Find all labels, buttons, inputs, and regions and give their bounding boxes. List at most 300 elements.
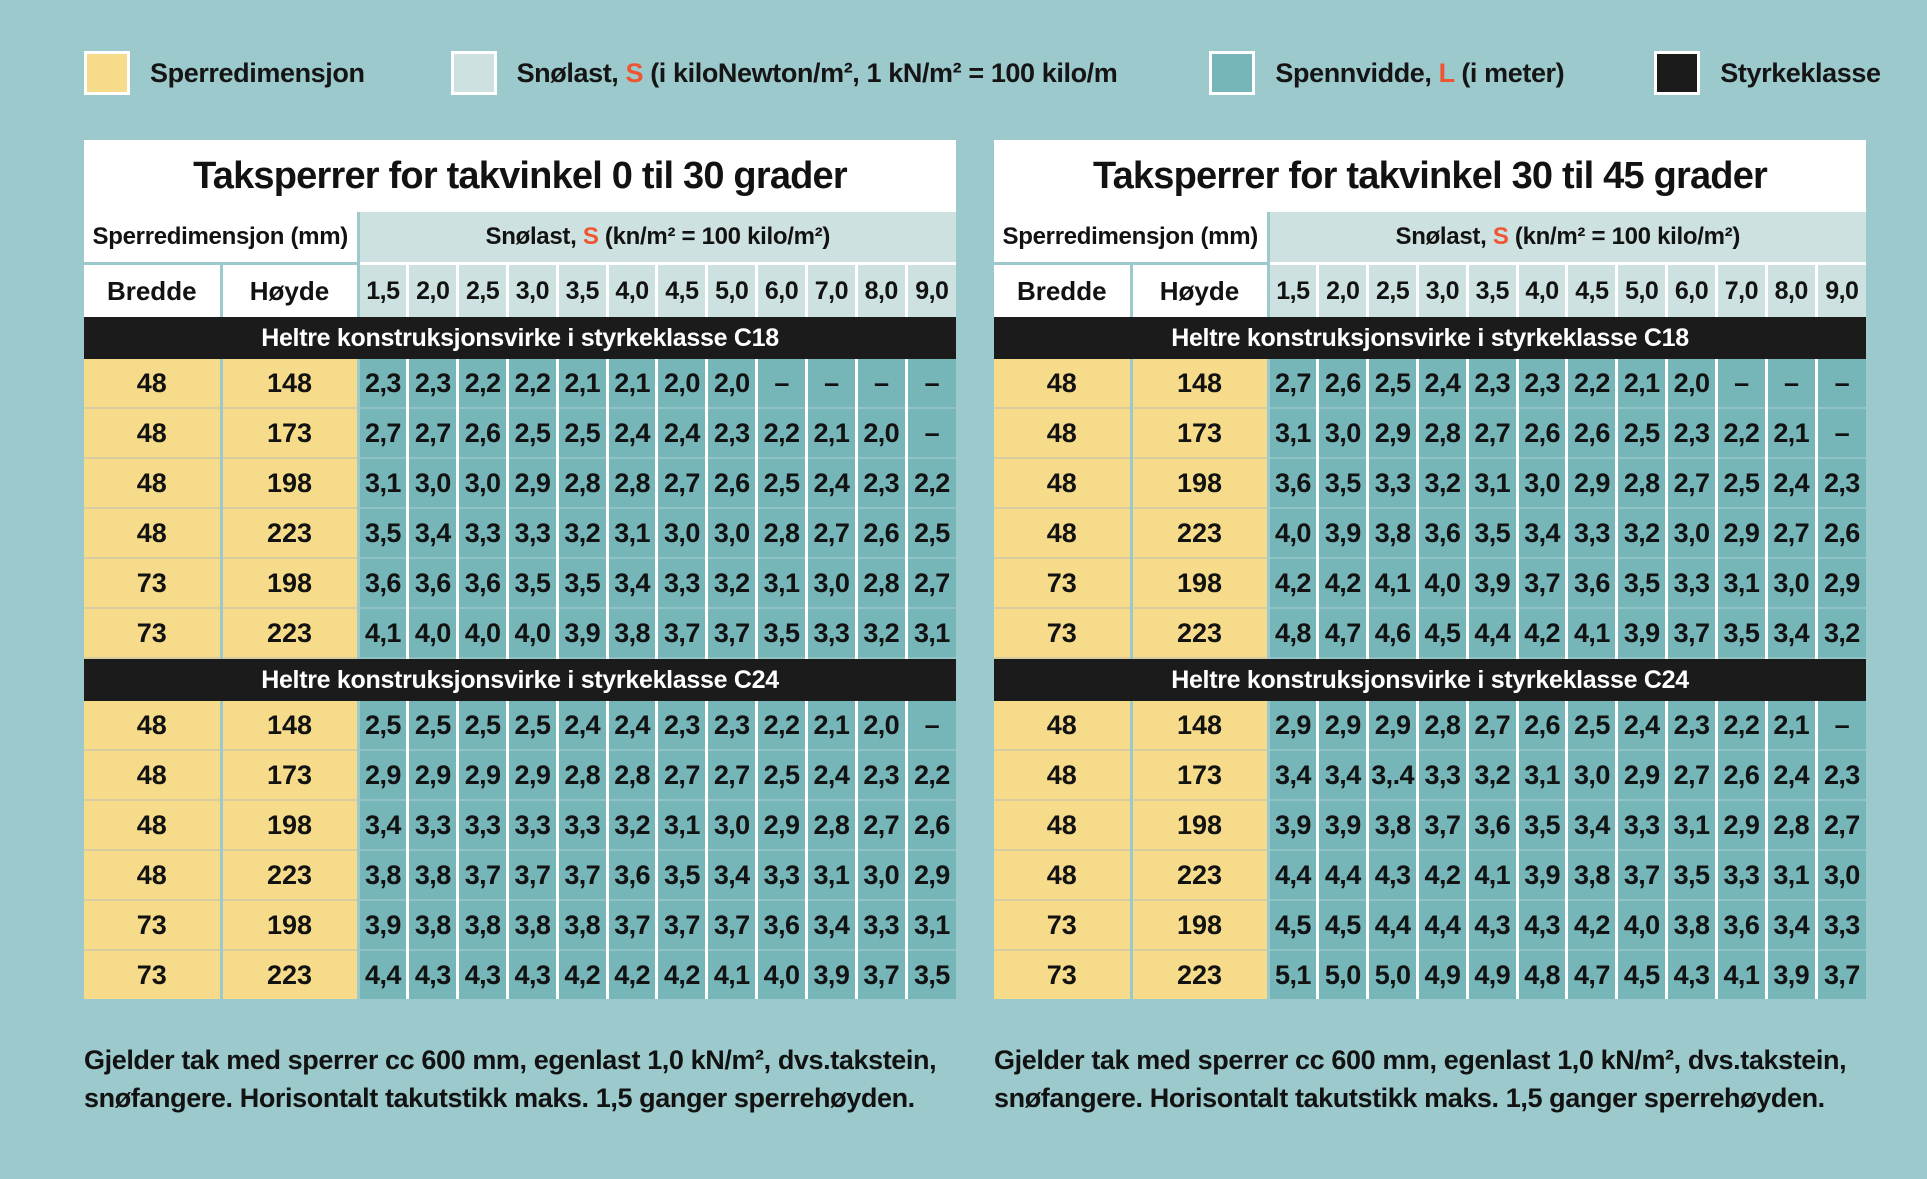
cell-spennvidde: 2,0 — [856, 408, 906, 458]
cell-spennvidde: 2,6 — [1517, 408, 1567, 458]
cell-spennvidde: 2,0 — [856, 701, 906, 750]
cell-hoyde: 223 — [1131, 508, 1268, 558]
cell-spennvidde: 3,4 — [1517, 508, 1567, 558]
cell-hoyde: 198 — [1131, 558, 1268, 608]
cell-spennvidde: 5,0 — [1318, 950, 1368, 999]
cell-spennvidde: 2,3 — [408, 359, 458, 408]
cell-spennvidde: 2,3 — [1816, 750, 1866, 800]
cell-spennvidde: 3,0 — [1318, 408, 1368, 458]
cell-spennvidde: 4,4 — [1268, 850, 1318, 900]
header-sperredimensjon: Sperredimensjon (mm) — [994, 212, 1268, 264]
table-row — [994, 359, 1866, 408]
cell-spennvidde: 2,5 — [757, 458, 807, 508]
cell-spennvidde: 4,0 — [408, 608, 458, 658]
cell-spennvidde: – — [1766, 359, 1816, 408]
cell-spennvidde: 2,8 — [1417, 408, 1467, 458]
cell-spennvidde: 2,5 — [1368, 359, 1418, 408]
cell-spennvidde: 3,2 — [856, 608, 906, 658]
cell-spennvidde: 2,4 — [657, 408, 707, 458]
column-header-snowload: 4,0 — [607, 264, 657, 318]
cell-bredde: 73 — [84, 900, 221, 950]
cell-spennvidde: 3,1 — [1716, 558, 1766, 608]
styrkeklasse-swatch-icon — [1654, 51, 1700, 95]
column-header-snowload: 3,5 — [1467, 264, 1517, 318]
cell-hoyde: 198 — [221, 800, 358, 850]
cell-spennvidde: 2,7 — [1667, 458, 1717, 508]
cell-spennvidde: 2,8 — [1417, 701, 1467, 750]
cell-spennvidde: 3,2 — [1816, 608, 1866, 658]
cell-spennvidde: 3,4 — [806, 900, 856, 950]
cell-spennvidde: 3,4 — [1766, 608, 1816, 658]
table-panels — [0, 140, 1927, 999]
cell-spennvidde: 2,5 — [1567, 701, 1617, 750]
cell-hoyde: 173 — [221, 408, 358, 458]
cell-spennvidde: 3,3 — [458, 800, 508, 850]
cell-spennvidde: 3,0 — [707, 800, 757, 850]
cell-bredde: 48 — [84, 850, 221, 900]
cell-spennvidde: 3,4 — [607, 558, 657, 608]
cell-bredde: 48 — [84, 359, 221, 408]
cell-spennvidde: 2,7 — [707, 750, 757, 800]
cell-spennvidde: 2,8 — [607, 458, 657, 508]
cell-spennvidde: 3,1 — [806, 850, 856, 900]
cell-spennvidde: 2,9 — [906, 850, 956, 900]
cell-spennvidde: – — [906, 408, 956, 458]
cell-spennvidde: 2,8 — [557, 458, 607, 508]
cell-spennvidde: 2,3 — [1816, 458, 1866, 508]
cell-spennvidde: 2,9 — [507, 750, 557, 800]
cell-hoyde: 223 — [1131, 850, 1268, 900]
cell-spennvidde: 2,8 — [806, 800, 856, 850]
cell-hoyde: 173 — [221, 750, 358, 800]
spennvidde-symbol: L — [1438, 57, 1455, 88]
cell-spennvidde: 2,3 — [358, 359, 408, 408]
column-header-snowload: 5,0 — [1617, 264, 1667, 318]
cell-spennvidde: 3,5 — [1716, 608, 1766, 658]
legend-item-sperredimensjon — [84, 51, 365, 95]
column-header-snowload: 4,5 — [1567, 264, 1617, 318]
cell-spennvidde: – — [1816, 408, 1866, 458]
column-header-snowload: 3,0 — [1417, 264, 1467, 318]
cell-spennvidde: 4,2 — [1268, 558, 1318, 608]
cell-bredde: 48 — [84, 701, 221, 750]
cell-spennvidde: – — [856, 359, 906, 408]
cell-spennvidde: 3,7 — [1667, 608, 1717, 658]
cell-hoyde: 198 — [221, 900, 358, 950]
column-header-snowload: 9,0 — [906, 264, 956, 318]
cell-spennvidde: 2,7 — [1268, 359, 1318, 408]
legend — [0, 0, 1927, 104]
column-header-row — [84, 264, 956, 318]
cell-spennvidde: 3,3 — [557, 800, 607, 850]
cell-spennvidde: 2,7 — [1667, 750, 1717, 800]
cell-spennvidde: 2,2 — [1567, 359, 1617, 408]
column-header-snowload: 1,5 — [358, 264, 408, 318]
legend-item-styrkeklasse — [1654, 51, 1880, 95]
table-row — [84, 950, 956, 999]
cell-spennvidde: 4,3 — [458, 950, 508, 999]
cell-spennvidde: 4,0 — [757, 950, 807, 999]
cell-spennvidde: 2,5 — [507, 701, 557, 750]
cell-spennvidde: 2,9 — [1368, 701, 1418, 750]
sperredimensjon-swatch-icon — [84, 51, 130, 95]
cell-spennvidde: 4,3 — [1517, 900, 1567, 950]
cell-spennvidde: 2,5 — [408, 701, 458, 750]
cell-spennvidde: 2,4 — [1766, 458, 1816, 508]
cell-hoyde: 173 — [1131, 750, 1268, 800]
legend-item-spennvidde — [1209, 51, 1564, 95]
cell-spennvidde: 4,9 — [1417, 950, 1467, 999]
cell-spennvidde: 4,5 — [1268, 900, 1318, 950]
cell-spennvidde: 3,7 — [707, 900, 757, 950]
cell-spennvidde: 2,9 — [757, 800, 807, 850]
column-header-snowload: 2,0 — [1318, 264, 1368, 318]
cell-spennvidde: 2,9 — [507, 458, 557, 508]
cell-spennvidde: 2,8 — [557, 750, 607, 800]
taksperrer-table-30-45 — [994, 140, 1866, 999]
cell-spennvidde: 3,6 — [1417, 508, 1467, 558]
taksperrer-table-0-30 — [84, 140, 956, 999]
cell-hoyde: 198 — [221, 558, 358, 608]
cell-spennvidde: 2,0 — [1667, 359, 1717, 408]
cell-spennvidde: 3,2 — [1417, 458, 1467, 508]
panel-0-30-grader — [84, 140, 956, 999]
cell-spennvidde: 2,1 — [607, 359, 657, 408]
cell-spennvidde: 3,4 — [1268, 750, 1318, 800]
cell-spennvidde: 4,3 — [1667, 950, 1717, 999]
footer-note-right: Gjelder tak med sperrer cc 600 mm, egenlast 1,0 kN/m², dvs.takstein, snøfangere. Horisontalt takutstikk maks. 1,5 ganger sperrehøyden. — [994, 1045, 1847, 1114]
cell-hoyde: 223 — [221, 508, 358, 558]
cell-spennvidde: 2,7 — [358, 408, 408, 458]
cell-spennvidde: 2,8 — [856, 558, 906, 608]
cell-spennvidde: 3,8 — [1667, 900, 1717, 950]
cell-spennvidde: 3,9 — [557, 608, 607, 658]
cell-spennvidde: 4,1 — [1716, 950, 1766, 999]
cell-bredde: 73 — [994, 558, 1131, 608]
cell-spennvidde: 2,1 — [806, 408, 856, 458]
cell-spennvidde: 3,0 — [657, 508, 707, 558]
cell-hoyde: 173 — [1131, 408, 1268, 458]
cell-spennvidde: 2,5 — [507, 408, 557, 458]
table-title-row — [994, 140, 1866, 212]
cell-spennvidde: 4,2 — [1318, 558, 1368, 608]
cell-spennvidde: 3,1 — [757, 558, 807, 608]
cell-hoyde: 223 — [1131, 608, 1268, 658]
cell-bredde: 73 — [994, 900, 1131, 950]
spennvidde-swatch-icon — [1209, 51, 1255, 95]
cell-bredde: 48 — [84, 408, 221, 458]
legend-label-styrkeklasse: Styrkeklasse — [1720, 57, 1881, 88]
cell-bredde: 48 — [994, 408, 1131, 458]
table-row — [84, 558, 956, 608]
cell-spennvidde: 2,1 — [1766, 701, 1816, 750]
group-header-row — [84, 212, 956, 264]
cell-bredde: 73 — [994, 950, 1131, 999]
cell-spennvidde: 3,8 — [507, 900, 557, 950]
cell-spennvidde: 3,8 — [408, 850, 458, 900]
cell-spennvidde: 3,6 — [1268, 458, 1318, 508]
cell-spennvidde: 4,4 — [1417, 900, 1467, 950]
cell-spennvidde: 2,5 — [1617, 408, 1667, 458]
cell-spennvidde: 2,4 — [607, 701, 657, 750]
cell-spennvidde: 2,9 — [1716, 800, 1766, 850]
cell-spennvidde: 2,4 — [806, 750, 856, 800]
cell-spennvidde: 3,4 — [358, 800, 408, 850]
cell-spennvidde: 3,6 — [607, 850, 657, 900]
cell-spennvidde: 2,9 — [358, 750, 408, 800]
table-row — [84, 458, 956, 508]
cell-spennvidde: 2,4 — [607, 408, 657, 458]
cell-hoyde: 148 — [221, 701, 358, 750]
cell-bredde: 48 — [84, 800, 221, 850]
cell-spennvidde: 3,3 — [1667, 558, 1717, 608]
cell-spennvidde: 3,6 — [358, 558, 408, 608]
cell-spennvidde: 3,2 — [707, 558, 757, 608]
cell-spennvidde: 3,0 — [1517, 458, 1567, 508]
cell-spennvidde: 3,1 — [1517, 750, 1567, 800]
cell-spennvidde: 3,4 — [1567, 800, 1617, 850]
cell-bredde: 48 — [994, 800, 1131, 850]
cell-bredde: 48 — [994, 359, 1131, 408]
cell-bredde: 48 — [84, 508, 221, 558]
cell-spennvidde: 2,7 — [657, 750, 707, 800]
cell-spennvidde: 2,2 — [1716, 408, 1766, 458]
cell-spennvidde: 2,2 — [906, 750, 956, 800]
cell-spennvidde: 4,7 — [1567, 950, 1617, 999]
table-row — [84, 359, 956, 408]
table-row — [994, 750, 1866, 800]
cell-spennvidde: 3,7 — [707, 608, 757, 658]
cell-spennvidde: 3,6 — [757, 900, 807, 950]
cell-spennvidde: 2,6 — [1318, 359, 1368, 408]
cell-spennvidde: 2,7 — [1766, 508, 1816, 558]
cell-spennvidde: 4,1 — [707, 950, 757, 999]
footer-notes — [0, 1041, 1927, 1118]
cell-spennvidde: 3,8 — [557, 900, 607, 950]
legend-label-sperredimensjon: Sperredimensjon — [150, 57, 365, 88]
table-row — [84, 508, 956, 558]
cell-bredde: 48 — [994, 508, 1131, 558]
cell-spennvidde: 3,7 — [557, 850, 607, 900]
table-title-row — [84, 140, 956, 212]
section-band-row — [994, 658, 1866, 701]
cell-spennvidde: 2,7 — [806, 508, 856, 558]
cell-spennvidde: 2,6 — [1517, 701, 1567, 750]
table-row — [84, 800, 956, 850]
cell-spennvidde: 2,4 — [1617, 701, 1667, 750]
cell-spennvidde: 4,5 — [1417, 608, 1467, 658]
cell-spennvidde: 2,7 — [906, 558, 956, 608]
cell-spennvidde: – — [806, 359, 856, 408]
cell-spennvidde: – — [1816, 359, 1866, 408]
cell-spennvidde: 3,3 — [507, 508, 557, 558]
cell-spennvidde: 2,5 — [358, 701, 408, 750]
legend-item-snolast — [451, 51, 1118, 95]
cell-spennvidde: 2,8 — [757, 508, 807, 558]
cell-spennvidde: 2,1 — [1617, 359, 1667, 408]
cell-hoyde: 223 — [221, 950, 358, 999]
table-row — [84, 608, 956, 658]
cell-spennvidde: 3,3 — [757, 850, 807, 900]
cell-spennvidde: 2,9 — [1567, 458, 1617, 508]
cell-spennvidde: 2,3 — [856, 750, 906, 800]
cell-spennvidde: 4,7 — [1318, 608, 1368, 658]
cell-spennvidde: 4,0 — [458, 608, 508, 658]
cell-spennvidde: 3,2 — [1467, 750, 1517, 800]
cell-spennvidde: 2,8 — [1617, 458, 1667, 508]
cell-spennvidde: 3,5 — [1467, 508, 1517, 558]
cell-spennvidde: 3,3 — [1417, 750, 1467, 800]
cell-spennvidde: 2,7 — [856, 800, 906, 850]
table-row — [994, 558, 1866, 608]
cell-spennvidde: 3,1 — [358, 458, 408, 508]
cell-spennvidde: 3,.4 — [1368, 750, 1418, 800]
column-header-snowload: 6,0 — [1667, 264, 1717, 318]
cell-hoyde: 223 — [1131, 950, 1268, 999]
section-band-label: Heltre konstruksjonsvirke i styrkeklasse C18 — [84, 317, 956, 359]
cell-spennvidde: 3,3 — [1567, 508, 1617, 558]
cell-spennvidde: 3,5 — [1318, 458, 1368, 508]
cell-spennvidde: 3,8 — [607, 608, 657, 658]
cell-spennvidde: 2,4 — [557, 701, 607, 750]
cell-spennvidde: 3,3 — [657, 558, 707, 608]
cell-spennvidde: 3,0 — [806, 558, 856, 608]
cell-spennvidde: – — [1816, 701, 1866, 750]
cell-spennvidde: 2,9 — [1318, 701, 1368, 750]
cell-spennvidde: 3,9 — [1318, 508, 1368, 558]
section-band-row — [84, 658, 956, 701]
section-band-row — [994, 317, 1866, 359]
cell-spennvidde: 3,7 — [507, 850, 557, 900]
cell-spennvidde: 2,3 — [1517, 359, 1567, 408]
column-header-snowload: 2,0 — [408, 264, 458, 318]
cell-bredde: 73 — [994, 608, 1131, 658]
cell-spennvidde: 2,9 — [408, 750, 458, 800]
cell-spennvidde: 3,8 — [408, 900, 458, 950]
cell-spennvidde: 3,9 — [1318, 800, 1368, 850]
table-row — [994, 408, 1866, 458]
column-header-snowload: 2,5 — [458, 264, 508, 318]
cell-hoyde: 148 — [1131, 701, 1268, 750]
cell-spennvidde: 2,8 — [1766, 800, 1816, 850]
cell-spennvidde: 4,9 — [1467, 950, 1517, 999]
cell-spennvidde: 2,5 — [906, 508, 956, 558]
column-header-snowload: 9,0 — [1816, 264, 1866, 318]
cell-spennvidde: 2,6 — [1716, 750, 1766, 800]
cell-bredde: 73 — [84, 950, 221, 999]
header-snolast: Snølast, S (kn/m² = 100 kilo/m²) — [358, 212, 956, 264]
cell-spennvidde: 2,2 — [906, 458, 956, 508]
cell-spennvidde: 3,5 — [757, 608, 807, 658]
cell-spennvidde: 3,0 — [1816, 850, 1866, 900]
cell-spennvidde: 2,1 — [557, 359, 607, 408]
cell-spennvidde: 4,2 — [1417, 850, 1467, 900]
cell-bredde: 48 — [84, 458, 221, 508]
cell-spennvidde: 4,2 — [1517, 608, 1567, 658]
table-row — [84, 408, 956, 458]
cell-spennvidde: 2,5 — [557, 408, 607, 458]
cell-spennvidde: 3,6 — [458, 558, 508, 608]
cell-spennvidde: 3,5 — [906, 950, 956, 999]
snolast-swatch-icon — [451, 51, 497, 95]
cell-spennvidde: 4,2 — [557, 950, 607, 999]
table-row — [994, 608, 1866, 658]
cell-spennvidde: 2,9 — [1816, 558, 1866, 608]
table-row — [994, 850, 1866, 900]
cell-spennvidde: – — [1716, 359, 1766, 408]
cell-spennvidde: 4,8 — [1268, 608, 1318, 658]
column-header-snowload: 1,5 — [1268, 264, 1318, 318]
cell-hoyde: 198 — [1131, 458, 1268, 508]
column-header-snowload: 8,0 — [856, 264, 906, 318]
section-band-row — [84, 317, 956, 359]
cell-bredde: 48 — [994, 750, 1131, 800]
cell-spennvidde: 3,7 — [458, 850, 508, 900]
panel-30-45-grader — [994, 140, 1866, 999]
column-header-snowload: 8,0 — [1766, 264, 1816, 318]
cell-spennvidde: – — [757, 359, 807, 408]
cell-spennvidde: 2,6 — [906, 800, 956, 850]
column-header-bredde: Bredde — [994, 264, 1131, 318]
cell-spennvidde: 2,9 — [1368, 408, 1418, 458]
cell-spennvidde: 3,1 — [1667, 800, 1717, 850]
column-header-hoyde: Høyde — [1131, 264, 1268, 318]
cell-spennvidde: 3,7 — [856, 950, 906, 999]
table-row — [994, 800, 1866, 850]
cell-spennvidde: 2,2 — [757, 408, 807, 458]
cell-spennvidde: 2,7 — [408, 408, 458, 458]
cell-spennvidde: 4,3 — [1368, 850, 1418, 900]
cell-spennvidde: 3,6 — [408, 558, 458, 608]
cell-spennvidde: 4,1 — [1467, 850, 1517, 900]
cell-spennvidde: 3,1 — [906, 608, 956, 658]
cell-spennvidde: 3,3 — [856, 900, 906, 950]
cell-spennvidde: 4,2 — [1567, 900, 1617, 950]
cell-spennvidde: 3,7 — [1517, 558, 1567, 608]
cell-hoyde: 198 — [1131, 800, 1268, 850]
cell-spennvidde: 3,2 — [557, 508, 607, 558]
cell-spennvidde: 3,2 — [1617, 508, 1667, 558]
cell-spennvidde: 3,9 — [1766, 950, 1816, 999]
cell-spennvidde: 3,4 — [1766, 900, 1816, 950]
footer-note-left: Gjelder tak med sperrer cc 600 mm, egenlast 1,0 kN/m², dvs.takstein, snøfangere. Horisontalt takutstikk maks. 1,5 ganger sperrehøyden. — [84, 1045, 937, 1114]
cell-spennvidde: 3,5 — [657, 850, 707, 900]
cell-spennvidde: 3,9 — [1517, 850, 1567, 900]
column-header-snowload: 4,0 — [1517, 264, 1567, 318]
cell-spennvidde: 2,7 — [1467, 701, 1517, 750]
cell-spennvidde: 4,3 — [1467, 900, 1517, 950]
cell-hoyde: 148 — [1131, 359, 1268, 408]
column-header-snowload: 2,5 — [1368, 264, 1418, 318]
cell-spennvidde: 3,1 — [607, 508, 657, 558]
cell-spennvidde: 4,0 — [507, 608, 557, 658]
cell-spennvidde: 2,6 — [1567, 408, 1617, 458]
cell-spennvidde: 4,3 — [408, 950, 458, 999]
cell-spennvidde: 3,1 — [906, 900, 956, 950]
cell-spennvidde: 3,8 — [1567, 850, 1617, 900]
cell-spennvidde: 2,3 — [856, 458, 906, 508]
cell-spennvidde: 2,7 — [1467, 408, 1517, 458]
table-row — [994, 701, 1866, 750]
cell-spennvidde: – — [906, 359, 956, 408]
cell-spennvidde: 2,6 — [856, 508, 906, 558]
cell-spennvidde: 5,1 — [1268, 950, 1318, 999]
cell-spennvidde: 2,9 — [1716, 508, 1766, 558]
cell-spennvidde: 4,5 — [1318, 900, 1368, 950]
cell-spennvidde: 2,9 — [1268, 701, 1318, 750]
cell-hoyde: 223 — [221, 608, 358, 658]
cell-spennvidde: 2,7 — [1816, 800, 1866, 850]
